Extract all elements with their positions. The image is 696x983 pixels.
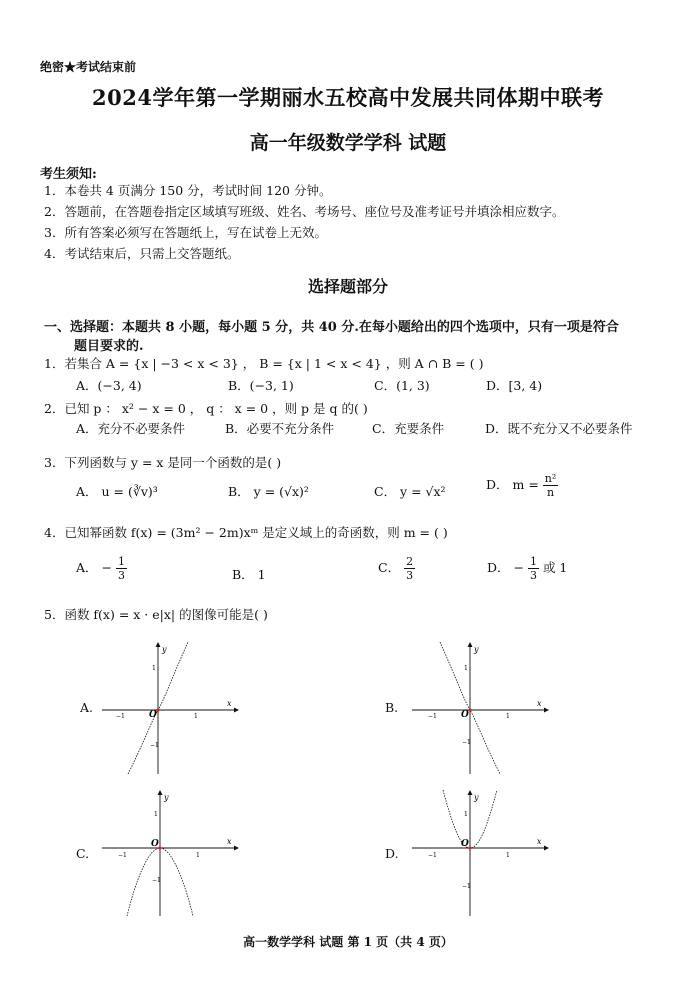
q4-option-a-label: A． −: [76, 560, 112, 575]
instruction-item: 1．本卷共 4 页满分 150 分，考试时间 120 分钟。: [44, 183, 332, 198]
y-tick-1: 1: [464, 811, 468, 818]
q2-option-d: D．既不充分又不必要条件: [485, 421, 633, 436]
q4-option-d-suffix: 或 1: [542, 560, 568, 575]
y-label: y: [474, 793, 479, 802]
fraction-denominator: 3: [406, 569, 414, 582]
question-4-stem: 4．已知幂函数 f(x) = (3m² − 2m)xᵐ 是定义域上的奇函数，则 m = ( ): [44, 525, 448, 540]
part-intro-line2: 题目要求的.: [74, 339, 144, 354]
y-label: y: [474, 645, 479, 654]
y-tick-neg1: −1: [150, 742, 159, 749]
x-axis-arrow: [234, 846, 239, 851]
q3-option-d-fraction: [543, 472, 559, 499]
y-label: y: [162, 645, 167, 654]
fraction-denominator: 3: [117, 569, 125, 582]
q4-option-d: [487, 555, 567, 582]
part-intro-line1: 一、选择题：本题共 8 小题，每小题 5 分，共 40 分.在每小题给出的四个选项中，只有一项是符合: [44, 320, 619, 335]
q3-option-d: [486, 472, 558, 499]
y-tick-neg1: −1: [152, 877, 161, 884]
x-label: x: [537, 699, 542, 708]
x-tick-1: 1: [506, 852, 510, 859]
q1-option-c: C．(1, 3): [374, 378, 430, 393]
x-axis-arrow: [544, 708, 549, 713]
y-tick-neg1: −1: [462, 739, 471, 746]
q3-option-b: B． y = (√x)²: [228, 484, 309, 499]
graph-b: [410, 640, 550, 776]
origin-dot: [156, 708, 159, 711]
instruction-item: 3．所有答案必须写在答题纸上，写在试卷上无效。: [44, 225, 327, 240]
origin-label: O: [461, 710, 469, 720]
q1-option-a: A．(−3, 4): [76, 378, 142, 393]
origin-dot: [468, 846, 471, 849]
y-tick-1: 1: [152, 665, 156, 672]
x-tick-1: 1: [506, 713, 510, 720]
instruction-item: 2．答题前，在答题卷指定区域填写班级、姓名、考场号、座位号及准考证号并填涂相应数字。: [44, 204, 565, 219]
x-tick-neg1: −1: [116, 713, 125, 720]
y-axis-arrow: [158, 790, 163, 795]
q5-option-d-label: D.: [385, 846, 399, 861]
y-axis-arrow: [156, 642, 161, 647]
x-axis-arrow: [544, 846, 549, 851]
fraction-denominator: 3: [529, 569, 537, 582]
q3-option-d-label: D． m =: [486, 477, 539, 492]
graph-a: [100, 640, 240, 776]
confidential-note: 绝密★考试结束前: [40, 60, 137, 74]
origin-dot: [468, 708, 471, 711]
graph-c: [100, 788, 240, 918]
y-axis-arrow: [468, 790, 473, 795]
q2-option-a: A．充分不必要条件: [76, 421, 186, 436]
x-label: x: [537, 837, 542, 846]
x-tick-1: 1: [196, 852, 200, 859]
origin-label: O: [151, 839, 159, 849]
q1-option-d: D．[3, 4): [486, 378, 543, 393]
exam-title: 2024学年第一学期丽水五校高中发展共同体期中联考: [92, 85, 604, 110]
fraction-numerator: 1: [529, 555, 537, 568]
question-2-stem: 2．已知 p ： x² − x = 0 ， q ： x = 0 ，则 p 是 q 的( ): [44, 401, 368, 416]
q4-option-d-fraction: [528, 555, 539, 582]
question-5-stem: 5．函数 f(x) = x · e|x| 的图像可能是( ): [44, 607, 268, 622]
q4-option-c: [378, 555, 415, 582]
q4-option-a: [76, 555, 127, 582]
x-tick-neg1: −1: [428, 852, 437, 859]
q4-option-c-fraction: [404, 555, 415, 582]
instructions-heading: 考生须知:: [40, 167, 97, 182]
q4-option-d-label: D． −: [487, 560, 524, 575]
fraction-numerator: n²: [544, 472, 557, 485]
x-axis-arrow: [234, 708, 239, 713]
question-1-stem: 1．若集合 A = {x | −3 < x < 3} ， B = {x | 1 < x < 4} ，则 A ∩ B = ( ): [44, 356, 484, 371]
x-tick-1: 1: [194, 713, 198, 720]
x-tick-neg1: −1: [118, 852, 127, 859]
q5-option-a-label: A.: [80, 700, 94, 715]
q5-option-b-label: B.: [385, 700, 399, 715]
graph-d: [410, 788, 550, 918]
y-tick-1: 1: [154, 811, 158, 818]
section-title: 选择题部分: [307, 277, 388, 296]
origin-dot: [158, 846, 161, 849]
page-footer: 高一数学学科 试题 第 1 页（共 4 页）: [243, 935, 453, 949]
q5-option-c-label: C.: [76, 846, 90, 861]
fraction-numerator: 1: [117, 555, 125, 568]
x-label: x: [227, 837, 232, 846]
exam-subtitle: 高一年级数学学科 试题: [249, 132, 447, 154]
q3-option-c: C． y = √x²: [374, 484, 446, 499]
y-label: y: [164, 793, 169, 802]
fraction-denominator: n: [546, 486, 555, 499]
y-axis-arrow: [468, 642, 473, 647]
y-tick-1: 1: [464, 665, 468, 672]
q2-option-b: B．必要不充分条件: [225, 421, 335, 436]
q1-option-b: B．(−3, 1): [228, 378, 294, 393]
question-3-stem: 3．下列函数与 y = x 是同一个函数的是( ): [44, 455, 282, 470]
q3-option-a: A． u = (∛v)³: [76, 484, 158, 499]
x-tick-neg1: −1: [428, 713, 437, 720]
instruction-item: 4．考试结束后，只需上交答题纸。: [44, 246, 240, 261]
origin-label: O: [149, 710, 157, 720]
q4-option-b: B． 1: [232, 567, 266, 582]
q2-option-c: C．充要条件: [372, 421, 445, 436]
x-label: x: [227, 699, 232, 708]
q4-option-c-label: C．: [378, 560, 401, 575]
q4-option-a-fraction: [116, 555, 127, 582]
fraction-numerator: 2: [406, 555, 414, 568]
origin-label: O: [461, 839, 469, 849]
y-tick-neg1: −1: [462, 883, 471, 890]
